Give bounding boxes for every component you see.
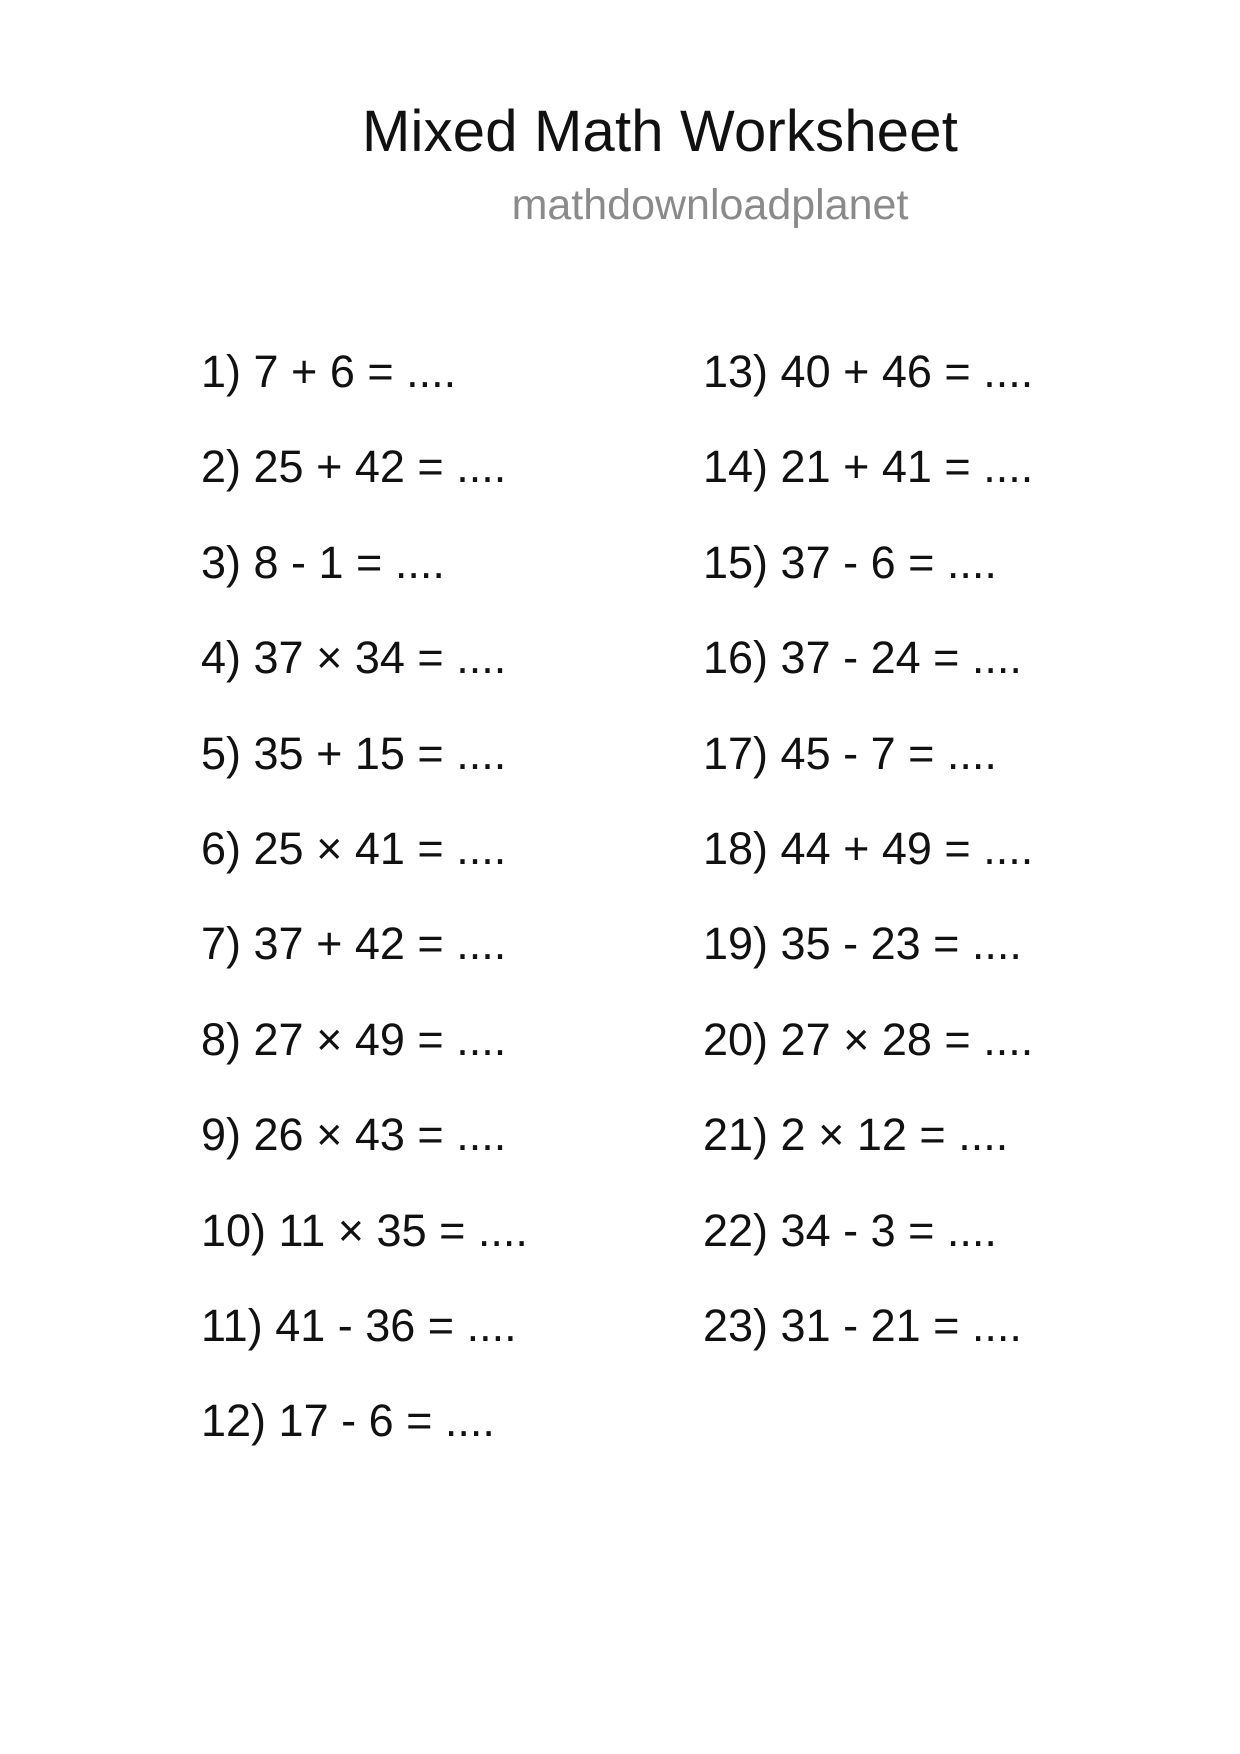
- worksheet-title: Mixed Math Worksheet: [361, 99, 959, 164]
- problem-16: 16) 37 - 24 = ....: [703, 632, 1022, 684]
- problem-7: 7) 37 + 42 = ....: [201, 918, 507, 970]
- problem-22: 22) 34 - 3 = ....: [703, 1204, 997, 1256]
- problem-18: 18) 44 + 49 = ....: [703, 822, 1034, 874]
- problem-12: 12) 17 - 6 = ....: [201, 1395, 495, 1447]
- problem-5: 5) 35 + 15 = ....: [201, 727, 507, 779]
- problem-1: 1) 7 + 6 = ....: [201, 346, 457, 397]
- problems-left-column: [201, 346, 528, 1491]
- problem-15: 15) 37 - 6 = ....: [703, 536, 997, 588]
- problem-2: 2) 25 + 42 = ....: [201, 441, 507, 493]
- problem-9: 9) 26 × 43 = ....: [201, 1109, 507, 1161]
- problem-4: 4) 37 × 34 = ....: [201, 632, 507, 684]
- worksheet-subtitle: mathdownloadplanet: [511, 181, 909, 229]
- problem-8: 8) 27 × 49 = ....: [201, 1013, 507, 1065]
- problem-23: 23) 31 - 21 = ....: [703, 1299, 1022, 1351]
- problem-19: 19) 35 - 23 = ....: [703, 918, 1022, 970]
- problem-3: 3) 8 - 1 = ....: [201, 536, 445, 588]
- problem-20: 20) 27 × 28 = ....: [703, 1013, 1034, 1065]
- problem-10: 10) 11 × 35 = ....: [201, 1204, 528, 1256]
- problem-17: 17) 45 - 7 = ....: [703, 727, 997, 779]
- problem-21: 21) 2 × 12 = ....: [703, 1109, 1009, 1161]
- problem-11: 11) 41 - 36 = ....: [201, 1299, 517, 1351]
- problem-6: 6) 25 × 41 = ....: [201, 822, 507, 874]
- problem-13: 13) 40 + 46 = ....: [703, 346, 1034, 397]
- problem-14: 14) 21 + 41 = ....: [703, 441, 1034, 493]
- problems-right-column: [703, 346, 1033, 1395]
